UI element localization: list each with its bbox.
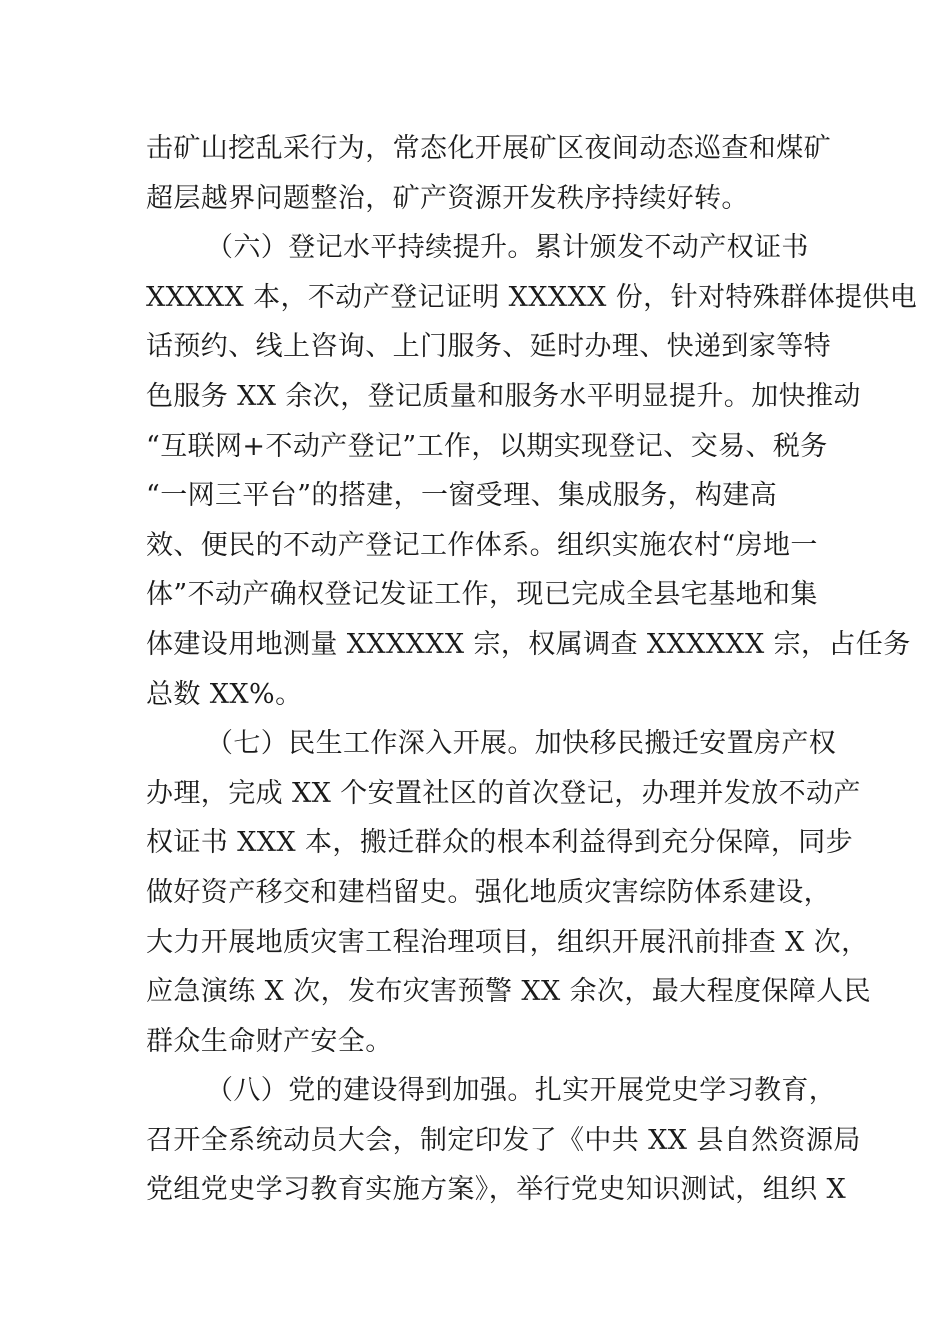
text-line: 话预约、线上咨询、上门服务、延时办理、快递到家等特 — [146, 331, 831, 363]
text-line: 办理，完成 XX 个安置社区的首次登记，办理并发放不动产 — [146, 777, 861, 809]
text-line: 权证书 XXX 本，搬迁群众的根本利益得到充分保障，同步 — [146, 827, 854, 859]
paragraph-party-building — [146, 1066, 861, 1215]
text-line: 召开全系统动员大会，制定印发了《中共 XX 县自然资源局 — [146, 1124, 861, 1156]
text-line: 超层越界问题整治，矿产资源开发秩序持续好转。 — [146, 182, 749, 214]
text-line: 群众生命财产安全。 — [146, 1025, 393, 1057]
text-line: “互联网+不动产登记”工作，以期实现登记、交易、税务 — [146, 430, 828, 462]
text-line: （六）登记水平持续提升。累计颁发不动产权证书 — [206, 232, 809, 264]
paragraph-registration — [146, 223, 918, 719]
text-line: 色服务 XX 余次，登记质量和服务水平明显提升。加快推动 — [146, 380, 861, 412]
text-line: 做好资产移交和建档留史。强化地质灾害综防体系建设， — [146, 876, 831, 908]
text-line: 总数 XX%。 — [146, 678, 303, 710]
text-line: 效、便民的不动产登记工作体系。组织实施农村“房地一 — [146, 529, 818, 561]
paragraph-livelihood — [146, 719, 871, 1066]
text-line: 大力开展地质灾害工程治理项目，组织开展汛前排查 X 次， — [146, 926, 869, 958]
text-line: 体建设用地测量 XXXXXX 宗，权属调查 XXXXXX 宗，占任务 — [146, 628, 911, 660]
document-body — [146, 124, 918, 1215]
text-line: （七）民生工作深入开展。加快移民搬迁安置房产权 — [206, 728, 837, 760]
text-line: 体”不动产确权登记发证工作，现已完成全县宅基地和集 — [146, 579, 818, 611]
text-line: 击矿山挖乱采行为，常态化开展矿区夜间动态巡查和煤矿 — [146, 133, 831, 164]
text-line: 党组党史学习教育实施方案》，举行党史知识测试，组织 X — [146, 1174, 847, 1206]
text-line: 应急演练 X 次，发布灾害预警 XX 余次，最大程度保障人民 — [146, 976, 871, 1008]
text-line: XXXXX 本，不动产登记证明 XXXXX 份，针对特殊群体提供电 — [146, 281, 918, 313]
text-line: “一网三平台”的搭建，一窗受理、集成服务，构建高 — [146, 480, 778, 512]
text-line: （八）党的建设得到加强。扎实开展党史学习教育， — [206, 1075, 837, 1107]
paragraph-mineral-order — [146, 124, 831, 223]
